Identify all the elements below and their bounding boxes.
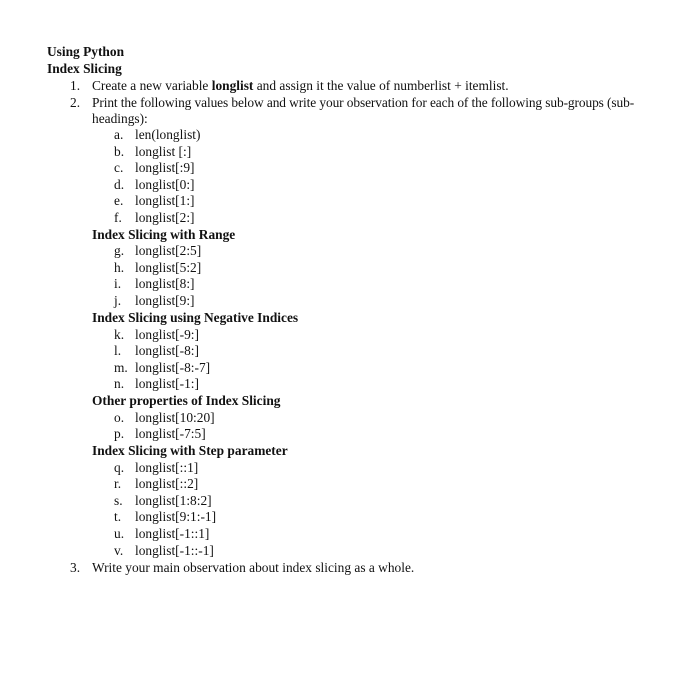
subheading-step: Index Slicing with Step parameter bbox=[92, 443, 288, 458]
item-2-number: 2. bbox=[70, 95, 81, 110]
list-item: f. longlist[2:] bbox=[114, 210, 195, 225]
list-item: l. longlist[-8:] bbox=[114, 343, 199, 358]
list-item: d. longlist[0:] bbox=[114, 177, 195, 192]
list-item: a. len(longlist) bbox=[114, 127, 201, 142]
list-item: j. longlist[9:] bbox=[114, 293, 195, 308]
item-1-text-after: and assign it the value of numberlist + itemlist. bbox=[253, 78, 509, 93]
item-1-bold-word: longlist bbox=[211, 78, 254, 93]
list-item: h. longlist[5:2] bbox=[114, 260, 202, 275]
list-item: s. longlist[1:8:2] bbox=[114, 493, 212, 508]
list-item: e. longlist[1:] bbox=[114, 193, 195, 208]
list-item: n. longlist[-1:] bbox=[114, 376, 199, 391]
list-item: i. longlist[8:] bbox=[114, 276, 195, 291]
list-item: v. longlist[-1::-1] bbox=[114, 543, 214, 558]
item-1-text bbox=[92, 78, 509, 94]
list-item: m. longlist[-8:-7] bbox=[114, 360, 211, 375]
list-item: t. longlist[9:1:-1] bbox=[114, 509, 217, 524]
list-item: p. longlist[-7:5] bbox=[114, 426, 206, 441]
item-2-text-line2: headings): bbox=[92, 111, 148, 126]
item-1-number: 1. bbox=[70, 78, 81, 93]
document-title: Using Python bbox=[47, 44, 125, 59]
section-heading: Index Slicing bbox=[47, 61, 122, 76]
item-3-text: Write your main observation about index slicing as a whole. bbox=[92, 560, 415, 575]
subheading-other: Other properties of Index Slicing bbox=[92, 393, 281, 408]
subheading-range: Index Slicing with Range bbox=[92, 227, 236, 242]
list-item: o. longlist[10:20] bbox=[114, 410, 215, 425]
item-3-number: 3. bbox=[70, 560, 81, 575]
list-item: k. longlist[-9:] bbox=[114, 327, 199, 342]
item-1-text-before: Create a new variable bbox=[92, 78, 212, 93]
list-item: u. longlist[-1::1] bbox=[114, 526, 210, 541]
list-item: q. longlist[::1] bbox=[114, 460, 199, 475]
subheading-negative: Index Slicing using Negative Indices bbox=[92, 310, 299, 325]
list-item: r. longlist[::2] bbox=[114, 476, 199, 491]
item-2-text-line1: Print the following values below and write your observation for each of the following sub-groups (sub- bbox=[92, 95, 635, 110]
list-item: g. longlist[2:5] bbox=[114, 243, 202, 258]
list-item: b. longlist [:] bbox=[114, 144, 192, 159]
list-item: c. longlist[:9] bbox=[114, 160, 195, 175]
